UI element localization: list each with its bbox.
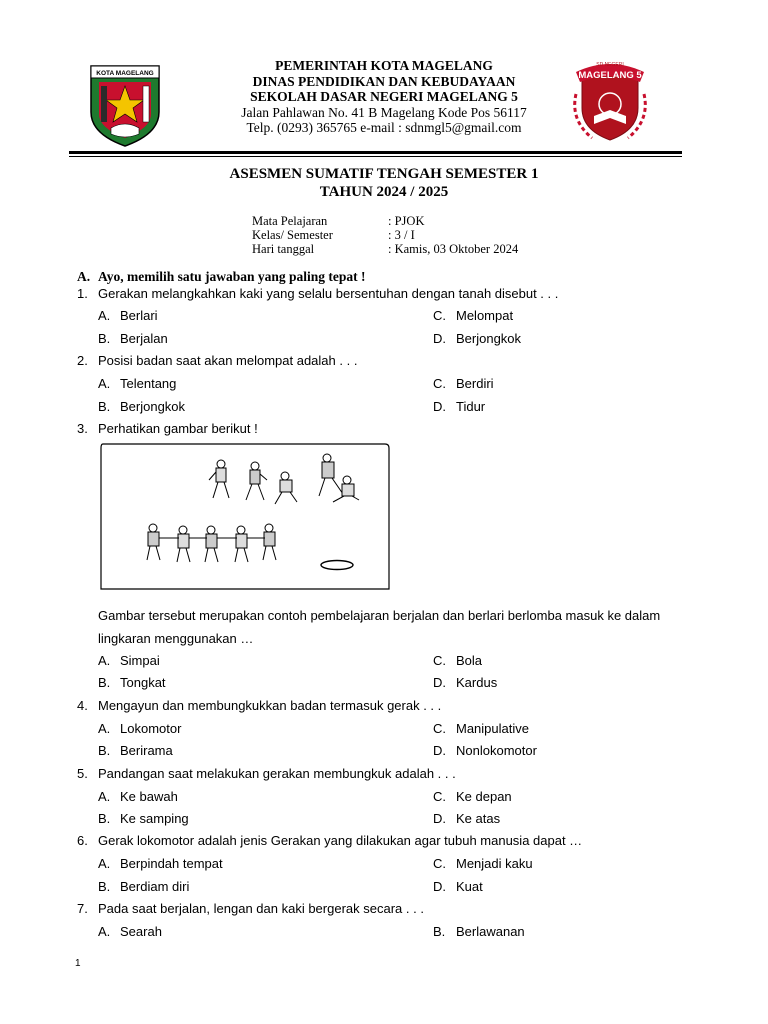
option-text: Berjalan (120, 331, 168, 346)
question-number: 7. (77, 901, 88, 916)
question-text: Posisi badan saat akan melompat adalah . . . (98, 353, 358, 368)
city-logo-text: KOTA MAGELANG (96, 70, 154, 77)
meta-value: : 3 / I (388, 228, 415, 242)
option-letter: C. (433, 856, 446, 871)
question-number: 4. (77, 698, 88, 713)
option-text: Tongkat (120, 675, 166, 690)
option-text: Berlari (120, 308, 158, 323)
option-letter: A. (98, 721, 111, 736)
option-letter: A. (98, 924, 111, 939)
option-letter: C. (433, 789, 446, 804)
option-letter: B. (98, 879, 111, 894)
option-text: Telentang (120, 376, 177, 391)
school-logo-top: SD NEGERI (596, 62, 624, 68)
option-letter: D. (433, 743, 446, 758)
meta-label: Hari tanggal (252, 242, 315, 256)
header-contact: Telp. (0293) 365765 e-mail : sdnmgl5@gmail.com (246, 120, 522, 135)
meta-value: : Kamis, 03 Oktober 2024 (388, 242, 519, 256)
option-letter: A. (98, 856, 111, 871)
question-text: Pada saat berjalan, lengan dan kaki bergerak secara . . . (98, 901, 424, 916)
option-letter: C. (433, 376, 446, 391)
option-letter: D. (433, 399, 446, 414)
option-letter: A. (98, 789, 111, 804)
option-letter: D. (433, 331, 446, 346)
header-line-2: DINAS PENDIDIKAN DAN KEBUDAYAAN (252, 73, 516, 89)
option-text: Simpai (120, 653, 160, 668)
option-text: Berlawanan (456, 924, 525, 939)
question-number: 6. (77, 833, 88, 848)
option-text: Berpindah tempat (120, 856, 223, 871)
option-text: Berjongkok (120, 399, 186, 414)
header-rule-thick (69, 151, 682, 154)
question-number: 2. (77, 353, 88, 368)
option-letter: C. (433, 653, 446, 668)
option-text: Lokomotor (120, 721, 182, 736)
option-text: Nonlokomotor (456, 743, 537, 758)
question-text: Gerak lokomotor adalah jenis Gerakan yang dilakukan agar tubuh manusia dapat … (98, 833, 583, 848)
option-text: Kardus (456, 675, 498, 690)
option-letter: C. (433, 721, 446, 736)
question-number: 5. (77, 766, 88, 781)
option-text: Ke samping (120, 811, 189, 826)
option-text: Ke bawah (120, 789, 178, 804)
question-number: 3. (77, 421, 88, 436)
option-letter: B. (98, 675, 111, 690)
question-text: Pandangan saat melakukan gerakan membungkuk adalah . . . (98, 766, 456, 781)
meta-label: Mata Pelajaran (252, 214, 328, 228)
page-number: 1 (75, 958, 81, 969)
question-text: Mengayun dan membungkukkan badan termasuk gerak . . . (98, 698, 442, 713)
children-walking-illustration (97, 442, 391, 591)
school-logo (562, 58, 658, 148)
header-line-3: SEKOLAH DASAR NEGERI MAGELANG 5 (250, 89, 518, 104)
option-text: Tidur (456, 399, 486, 414)
option-text: Manipulative (456, 721, 529, 736)
option-letter: A. (98, 308, 111, 323)
option-text: Ke atas (456, 811, 501, 826)
option-text: Berdiri (456, 376, 494, 391)
question-text-continued: lingkaran menggunakan … (98, 631, 254, 646)
option-letter: B. (98, 811, 111, 826)
option-letter: D. (433, 811, 446, 826)
question-text-continued: Gambar tersebut merupakan contoh pembelajaran berjalan dan berlari berlomba masuk ke dalam (98, 608, 661, 623)
meta-label: Kelas/ Semester (252, 228, 333, 242)
option-letter: D. (433, 675, 446, 690)
option-text: Berdiam diri (120, 879, 190, 894)
option-letter: A. (98, 653, 111, 668)
option-letter: C. (433, 308, 446, 323)
option-letter: A. (98, 376, 111, 391)
question-text: Gerakan melangkahkan kaki yang selalu bersentuhan dengan tanah disebut . . . (98, 286, 559, 301)
header-line-1: PEMERINTAH KOTA MAGELANG (275, 58, 493, 73)
option-letter: B. (98, 399, 111, 414)
option-text: Berjongkok (456, 331, 522, 346)
header-rule-thin (69, 156, 682, 157)
option-letter: B. (98, 743, 111, 758)
option-text: Berirama (120, 743, 173, 758)
option-text: Bola (456, 653, 483, 668)
option-letter: B. (98, 331, 111, 346)
section-a-title: Ayo, memilih satu jawaban yang paling tepat ! (98, 269, 366, 284)
option-text: Kuat (456, 879, 483, 894)
option-text: Menjadi kaku (456, 856, 533, 871)
option-text: Searah (120, 924, 162, 939)
question-text: Perhatikan gambar berikut ! (98, 421, 258, 436)
option-text: Melompat (456, 308, 514, 323)
question-number: 1. (77, 286, 88, 301)
exam-year: TAHUN 2024 / 2025 (319, 184, 449, 200)
option-letter: B. (433, 924, 446, 939)
exam-title: ASESMEN SUMATIF TENGAH SEMESTER 1 (229, 166, 539, 182)
section-a-letter: A. (77, 269, 91, 284)
header-address: Jalan Pahlawan No. 41 B Magelang Kode Pos 56117 (241, 104, 527, 120)
option-letter: D. (433, 879, 446, 894)
option-text: Ke depan (456, 789, 512, 804)
meta-value: : PJOK (388, 214, 425, 228)
school-logo-text: MAGELANG 5 (578, 70, 642, 81)
